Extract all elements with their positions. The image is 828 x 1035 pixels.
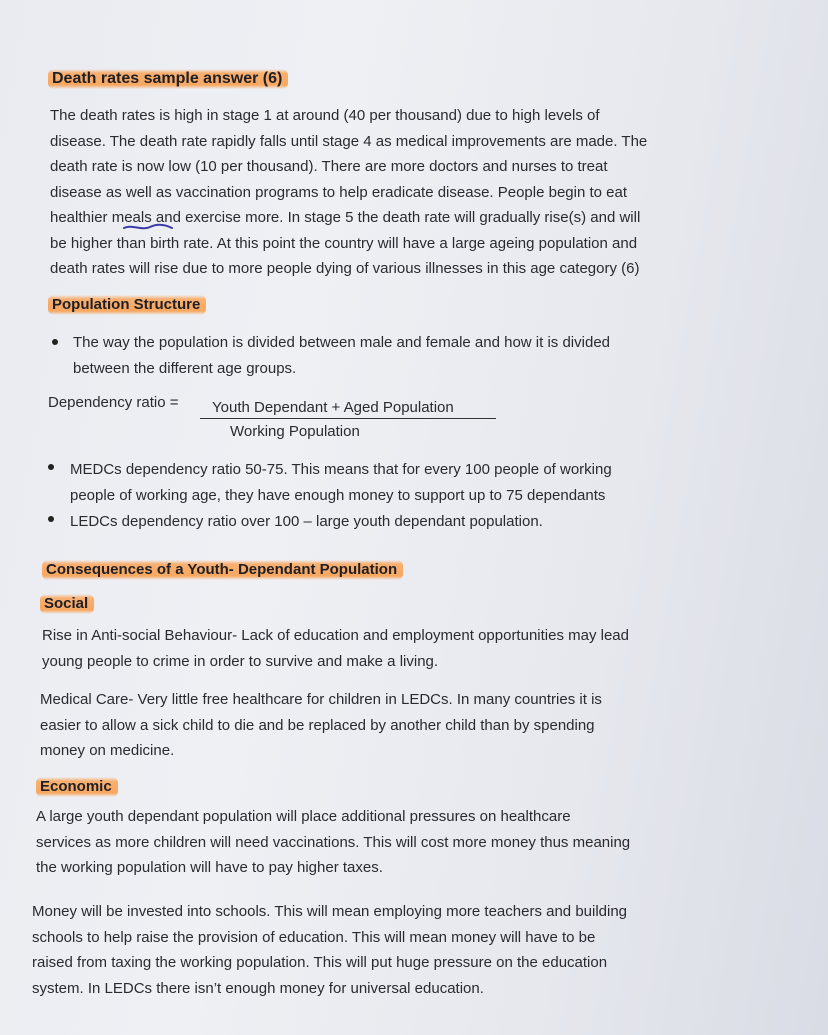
consequences-heading — [46, 561, 403, 578]
economic-heading-text: Economic — [36, 777, 118, 797]
medcs-bullet — [70, 457, 612, 508]
paragraph-line: raised from taxing the working population. This will put huge pressure on the education — [32, 954, 608, 971]
social-heading-text: Social — [40, 594, 94, 614]
paragraph-line: be higher than birth rate. At this point the country will have a large ageing population and — [50, 234, 638, 252]
paragraph-line: schools to help raise the provision of education. This will mean money will have to be — [32, 928, 596, 946]
economic-paragraph-1 — [36, 804, 630, 881]
formula-numerator: Youth Dependant + Aged Population — [212, 399, 454, 416]
paragraph-line: the working population will have to pay higher taxes. — [36, 859, 383, 876]
paragraph-line: disease as well as vaccination programs to help eradicate disease. People begin to eat — [50, 183, 628, 201]
paragraph-line: The way the population is divided between male and female and how it is divided — [73, 334, 610, 351]
paragraph-line: death rate is now low (10 per thousand). There are more doctors and nurses to treat — [50, 158, 608, 175]
paragraph-line: young people to crime in order to survive and make a living. — [42, 652, 439, 670]
paragraph-line: healthier meals and exercise more. In stage 5 the death rate will gradually rise(s) and will — [50, 209, 641, 226]
paragraph-line: easier to allow a sick child to die and be replaced by another child than by spending — [40, 716, 595, 734]
death-rates-paragraph — [50, 103, 647, 282]
social-heading — [44, 595, 94, 612]
population-structure-heading-text: Population Structure — [48, 295, 206, 315]
economic-paragraph-2 — [32, 899, 627, 1001]
paragraph-line: A large youth dependant population will place additional pressures on healthcare — [36, 808, 571, 825]
paragraph-line: between the different age groups. — [73, 359, 297, 377]
social-paragraph-1 — [42, 623, 629, 674]
paragraph-line: Rise in Anti-social Behaviour- Lack of education and employment opportunities may lead — [42, 627, 629, 644]
economic-heading — [40, 778, 118, 795]
formula-denominator: Working Population — [230, 423, 360, 440]
death-rates-heading-text: Death rates sample answer (6) — [48, 69, 288, 89]
population-structure-definition — [73, 330, 610, 381]
paragraph-line: Money will be invested into schools. This will mean employing more teachers and building — [32, 903, 628, 920]
population-structure-heading — [52, 296, 206, 313]
paragraph-line: system. In LEDCs there isn’t enough money for universal education. — [32, 979, 484, 997]
paragraph-line: death rates will rise due to more people dying of various illnesses in this age category (6) — [50, 260, 640, 277]
paragraph-line: disease. The death rate rapidly falls until stage 4 as medical improvements are made. The — [50, 132, 648, 150]
social-paragraph-2 — [40, 687, 602, 764]
paragraph-line: MEDCs dependency ratio 50-75. This means that for every 100 people of working — [70, 461, 612, 478]
paragraph-line: Medical Care- Very little free healthcare for children in LEDCs. In many countries it is — [40, 691, 602, 708]
paragraph-line: The death rates is high in stage 1 at around (40 per thousand) due to high levels of — [50, 107, 600, 124]
pen-underline-mark — [122, 222, 174, 234]
ledcs-bullet — [70, 509, 543, 535]
death-rates-heading — [52, 70, 288, 88]
bullet-icon — [48, 516, 54, 522]
bullet-icon — [48, 464, 54, 470]
consequences-heading-text: Consequences of a Youth- Dependant Population — [42, 560, 403, 580]
paragraph-line: money on medicine. — [40, 742, 175, 759]
paragraph-line: services as more children will need vaccinations. This will cost more money thus meaning — [36, 833, 631, 851]
paragraph-line: people of working age, they have enough money to support up to 75 dependants — [70, 486, 606, 504]
bullet-icon — [52, 339, 58, 345]
paragraph-line: LEDCs dependency ratio over 100 – large youth dependant population. — [70, 513, 543, 530]
dependency-ratio-label: Dependency ratio = — [48, 394, 179, 411]
